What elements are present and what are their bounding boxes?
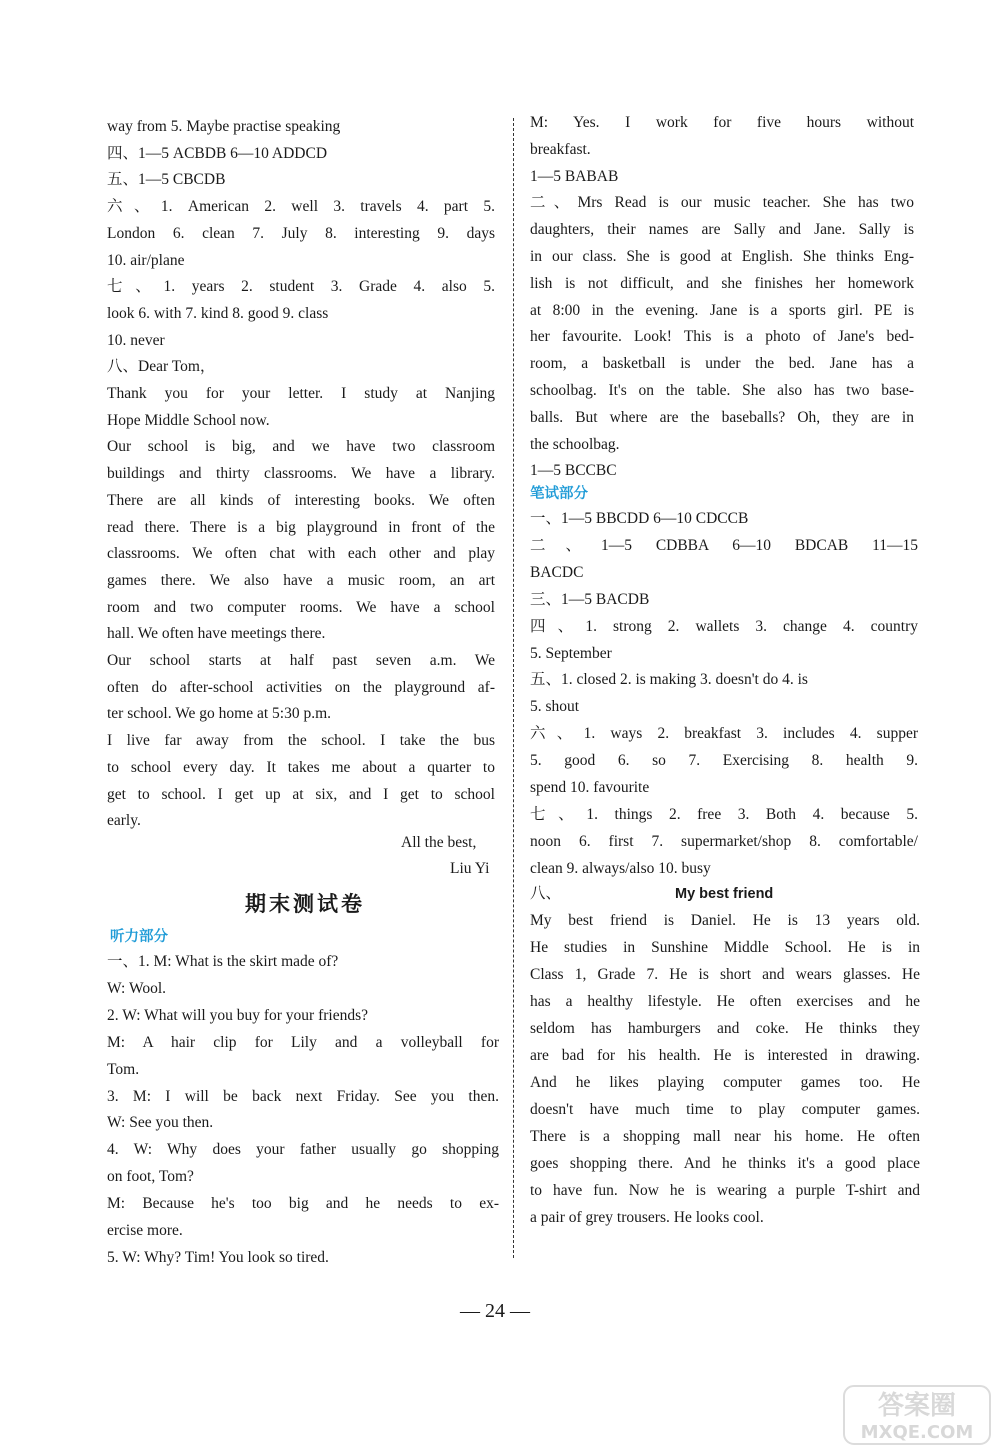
text-line: 一、1—5 BBCDD 6—10 CDCCB [530,510,749,527]
text-line: 六、1. ways 2. breakfast 3. includes 4. supper [530,725,918,743]
text-line: 5. good 6. so 7. Exercising 8. health 9. [530,752,918,770]
text-line: Our school is big, and we have two classroom [107,438,495,456]
text-line: ercise more. [107,1222,183,1239]
text-line: doesn't have much time to play computer games. [530,1101,920,1118]
text-line: 1—5 BABAB [530,167,619,185]
text-line: 三、1—5 BACDB [530,590,650,608]
text-line: room and two computer rooms. We have a school [107,598,495,616]
letter-signature: Liu Yi [450,860,490,877]
watermark-cn: 答案圈 [877,1391,957,1421]
text-line: to have fun. Now he is wearing a purple T-shirt and [530,1182,920,1199]
text-line: read there. There is a big playground in front of the [107,518,495,536]
text-line: Tom. [107,1060,140,1078]
text-line: seldom has hamburgers and coke. He thinks they [530,1020,920,1037]
text-line: way from 5. Maybe practise speaking [107,118,341,135]
text-line: 五、1—5 CBCDB [107,171,226,189]
text-line: balls. But where are the baseballs? Oh, they are in [530,408,914,426]
text-line: often do after-school activities on the playground af- [107,678,495,696]
text-line: M: A hair clip for Lily and a volleyball for [107,1033,499,1051]
text-line: look 6. with 7. kind 8. good 9. class [107,304,329,322]
text-line: in our class. She is good at English. She thinks Eng- [530,248,914,265]
text-line: Class 1, Grade 7. He is short and wears glasses. He [530,966,920,983]
text-line: has a healthy lifestyle. He often exercises and he [530,993,920,1010]
text-line: 1—5 BCCBC [530,462,617,480]
text-line: 10. air/plane [107,251,185,269]
text-line: He studies in Sunshine Middle School. He is in [530,939,920,956]
text-line: 四、1—5 ACBDB 6—10 ADDCD [107,144,328,162]
text-line: her favourite. Look! This is a photo of Jane's bed- [530,328,914,346]
text-line: 四、1. strong 2. wallets 3. change 4. country [530,617,918,635]
text-line: 七、1. years 2. student 3. Grade 4. also 5. [107,278,495,296]
essay-title: My best friend [675,886,774,902]
text-line: W: Wool. [107,979,167,997]
text-line: the schoolbag. [530,435,620,453]
text-line: 5. W: Why? Tim! You look so tired. [107,1248,329,1266]
text-line: M: Because he's too big and he needs to ex- [107,1195,499,1213]
watermark-en: MXQE.COM [860,1422,974,1443]
text-line: ter school. We go home at 5:30 p.m. [107,705,332,723]
column-divider [513,118,514,1258]
text-line: M: Yes. I work for five hours without [530,114,914,131]
text-line: 五、1. closed 2. is making 3. doesn't do 4. is [530,671,808,689]
letter-closing: All the best, [401,834,477,851]
text-line: 5. shout [530,698,580,716]
text-line: to school every day. It takes me about a quarter to [107,758,495,776]
text-line: clean 9. always/also 10. busy [530,859,711,877]
text-line: 2. W: What will you buy for your friends? [107,1006,369,1024]
essay-label: 八、 [530,885,562,902]
text-line: buildings and thirty classrooms. We have a library. [107,465,495,483]
text-line: 二、Mrs Read is our music teacher. She has two [530,194,914,212]
text-line: 3. M: I will be back next Friday. See you then. [107,1087,499,1105]
text-line: get to school. I get up at six, and I get to school [107,785,495,803]
text-line: 4. W: Why does your father usually go shopping [107,1141,499,1159]
text-line: Thank you for your letter. I study at Nanjing [107,385,495,402]
written-section-heading: 笔试部分 [530,486,588,502]
text-line: 七、1. things 2. free 3. Both 4. because 5. [530,805,918,823]
text-line: 八、Dear Tom， [107,358,216,376]
listening-section-heading: 听力部分 [110,929,168,945]
text-line: spend 10. favourite [530,779,650,796]
text-line: hall. We often have meetings there. [107,625,326,643]
text-line: My best friend is Daniel. He is 13 years old. [530,912,920,929]
text-line: lish is not difficult, and she finishes her homework [530,274,914,292]
text-line: 5. September [530,644,612,662]
text-line: at 8:00 in the evening. Jane is a sports girl. PE is [530,301,914,319]
text-line: games there. We also have a music room, an art [107,571,495,589]
text-line: 二、1—5 CDBBA 6—10 BDCAB 11—15 [530,536,918,554]
text-line: BACDC [530,563,584,581]
text-line: classrooms. We often chat with each other and play [107,545,495,563]
text-line: early. [107,812,141,830]
text-line: are bad for his health. He is interested in drawing. [530,1047,920,1064]
text-line: 六、1. American 2. well 3. travels 4. part 5. [107,198,495,216]
exam-title: 期末测试卷 [245,892,365,916]
text-line: room, a basketball is under the bed. Jane has a [530,355,914,373]
text-line: a pair of grey trousers. He looks cool. [530,1209,764,1226]
text-line: noon 6. first 7. supermarket/shop 8. comfortable/ [530,832,918,850]
watermark-logo [842,1384,992,1446]
text-line: W: See you then. [107,1114,214,1132]
text-line: I live far away from the school. I take the bus [107,732,495,750]
text-line: daughters, their names are Sally and Jane. Sally is [530,221,914,239]
text-line: Our school starts at half past seven a.m. We [107,652,495,669]
text-line: And he likes playing computer games too. He [530,1074,920,1091]
text-line: schoolbag. It's on the table. She also has two base- [530,382,914,399]
text-line: There are all kinds of interesting books. We often [107,491,495,509]
text-line: breakfast. [530,140,591,158]
page-number: — 24 — [460,1300,530,1322]
text-line: London 6. clean 7. July 8. interesting 9. days [107,224,495,242]
text-line: goes shopping there. And he thinks it's a good place [530,1155,920,1172]
text-line: Hope Middle School now. [107,411,270,429]
text-line: There is a shopping mall near his home. He often [530,1128,920,1145]
text-line: 一、1. M: What is the skirt made of? [107,953,339,970]
text-line: on foot, Tom? [107,1168,194,1186]
text-line: 10. never [107,331,165,349]
